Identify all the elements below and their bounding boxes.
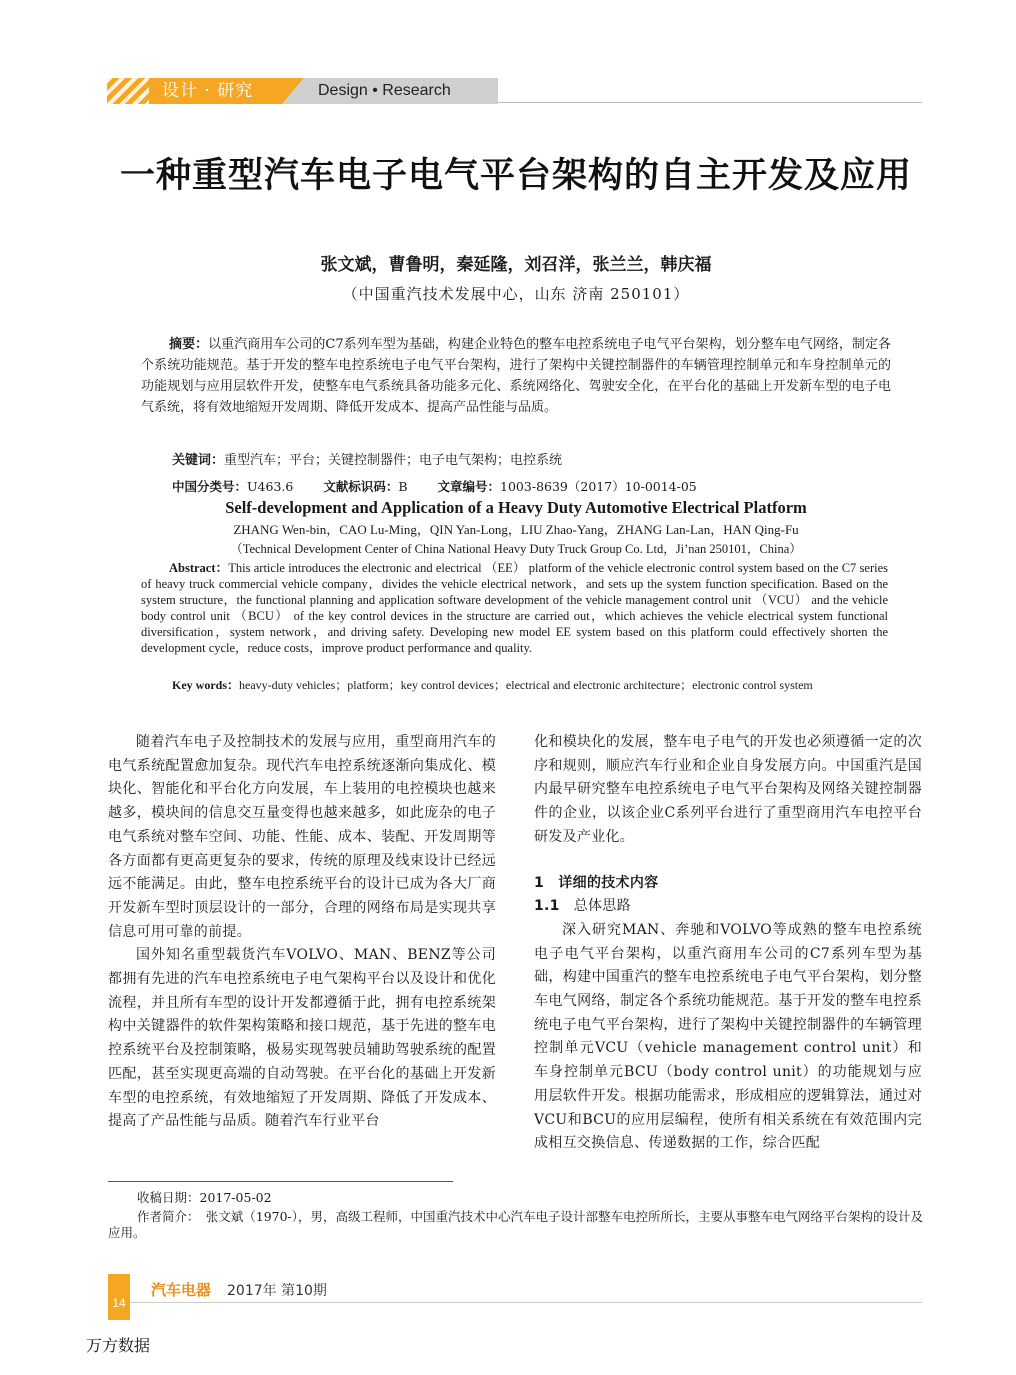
keywords-cn-label: 关键词： bbox=[172, 453, 225, 468]
abstract-cn bbox=[141, 334, 891, 418]
watermark-text: 万方数据 bbox=[86, 1336, 151, 1355]
keywords-en bbox=[172, 676, 813, 693]
section-heading: 1 详细的技术内容 bbox=[534, 874, 659, 891]
article-no: 1003-8639（2017）10-0014-05 bbox=[500, 479, 697, 494]
keywords-en-text: heavy-duty vehicles；platform；key control devices；electrical and electronic architecture；electronic control system bbox=[239, 678, 813, 692]
author-intro: 作者简介： 张文斌（1970-），男，高级工程师，中国重汽技术中心汽车电子设计部整车电控所所长，主要从事整车电气网络平台架构的设计及应用。 bbox=[108, 1209, 924, 1240]
keywords-cn bbox=[172, 449, 562, 468]
body-paragraph: 国外知名重型载货汽车VOLVO、MAN、BENZ等公司都拥有先进的汽车电控系统电子电气架构平台以及设计和优化流程，并且所有车型的设计开发都遵循于此，拥有电控系统架构中关键器件的软件架构策略和接口规范，基于先进的整车电控系统平台及控制策略，极易实现驾驶员辅助驾驶系统的配置匹配，甚至实现更高端的自动驾驶。在平台化的基础上开发新车型的电控系统，有效地缩短了开发周期、降低了开发成本、提高了产品性能与品质。随着汽车行业平台 bbox=[108, 947, 496, 1130]
section-label-en: Design • Research bbox=[318, 82, 451, 99]
abstract-en-text: This article introduces the electronic and electrical （EE） platform of the vehicle electronic control system based on the C7 series of heavy truck commercial vehicle company，divides the vehicle electrical network，and sets up the system function specification. Based on the system structure，the functional planning and application software development of the vehicle management control unit （VCU） and the vehicle body control unit （BCU） of the key control devices in the structure are carried out，which achieves the vehicle electrical system functional diversification，system network，and driving safety. Developing new model EE system based on this platform could effectively shorten the development cycle，reduce costs，improve product performance and quality. bbox=[141, 561, 888, 655]
page-number: 14 bbox=[112, 1296, 126, 1310]
english-authors: ZHANG Wen-bin，CAO Lu-Ming，QIN Yan-Long，LIU Zhao-Yang，ZHANG Lan-Lan，HAN Qing-Fu bbox=[233, 522, 799, 537]
section-label-cn: 设计 · 研究 bbox=[162, 81, 254, 101]
clc-code: U463.6 bbox=[247, 479, 294, 494]
affiliation: （中国重汽技术发展中心，山东 济南 250101） bbox=[342, 285, 690, 303]
abstract-cn-text: 以重汽商用车公司的C7系列车型为基础，构建企业特色的整车电控系统电子电气平台架构，划分整车电气网络，制定各个系统功能规范。基于开发的整车电控系统电子电气平台架构，进行了架构中关键控制器件的车辆管理控制单元和车身控制单元的功能规划与应用层软件开发，使整车电气系统具备功能多元化、系统网络化、驾驶安全化，在平台化的基础上开发新车型的电子电气系统，将有效地缩短开发周期、降低开发成本、提高产品性能与品质。 bbox=[141, 337, 891, 415]
body-paragraph: 随着汽车电子及控制技术的发展与应用，重型商用汽车的电气系统配置愈加复杂。现代汽车电控系统逐渐向集成化、模块化、智能化和平台化方向发展，车上装用的电控模块也越来越多，模块间的信息交互量变得也越来越多，如此庞杂的电子电气系统对整车空间、功能、性能、成本、装配、开发周期等各方面都有更高更复杂的要求，传统的原理及线束设计已经远远不能满足。由此，整车电控系统平台的设计已成为各大厂商开发新车型时顶层设计的一部分，合理的网络布局是实现共享信息可用可靠的前提。 bbox=[108, 734, 496, 940]
english-affiliation: （Technical Development Center of China National Heavy Duty Truck Group Co. Ltd，Ji’nan 250101，China） bbox=[230, 542, 802, 556]
authors: 张文斌，曹鲁明，秦延隆，刘召洋，张兰兰，韩庆福 bbox=[320, 255, 712, 275]
header-rule bbox=[498, 102, 922, 103]
keywords-en-label: Key words： bbox=[172, 678, 239, 692]
journal-issue: 2017年 第10期 bbox=[227, 1283, 327, 1299]
article-no-label: 文章编号： bbox=[437, 479, 501, 494]
footnote-rule bbox=[108, 1181, 453, 1182]
subsection-number: 1.1 bbox=[534, 898, 560, 915]
body-paragraph: 化和模块化的发展，整车电子电气的开发也必须遵循一定的次序和规则，顺应汽车行业和企业自身发展方向。中国重汽是国内最早研究整车电控系统电子电气平台架构及网络关键控制器件的企业，以该企业C系列平台进行了重型商用汽车电控平台研发及产业化。 bbox=[534, 734, 922, 845]
clc-label: 中国分类号： bbox=[172, 479, 248, 494]
footer-rule bbox=[130, 1302, 922, 1303]
body-paragraph: 深入研究MAN、奔驰和VOLVO等成熟的整车电控系统电子电气平台架构，以重汽商用车公司的C7系列车型为基础，构建中国重汽的整车电控系统电子电气平台架构，划分整车电气网络，制定各个系统功能规范。基于开发的整车电控系统电子电气平台架构，进行了架构中关键控制器件的车辆管理控制单元VCU（vehicle management control unit）和车身控制单元BCU（body control unit）的功能规划与应用层软件开发。根据功能需求，形成相应的逻辑算法，通过对VCU和BCU的应用层编程，使所有相关系统在有效范围内完成相互交换信息、传递数据的工作，综合匹配 bbox=[534, 921, 922, 1152]
keywords-cn-text: 重型汽车；平台；关键控制器件；电子电气架构；电控系统 bbox=[224, 453, 563, 468]
section-tab-stripes bbox=[107, 78, 149, 104]
received-date: 收稿日期：2017-05-02 bbox=[137, 1190, 272, 1205]
abstract-en-label: Abstract： bbox=[169, 561, 229, 575]
abstract-en bbox=[141, 560, 888, 656]
abstract-cn-label: 摘要： bbox=[169, 337, 209, 352]
classification-line bbox=[172, 477, 697, 495]
journal-logo: 汽车电器 bbox=[151, 1281, 212, 1299]
doc-code: B bbox=[398, 479, 408, 494]
body-left-column bbox=[108, 731, 496, 1134]
subsection-title: 总体思路 bbox=[573, 898, 631, 915]
subsection-heading bbox=[534, 895, 922, 919]
english-title: Self-development and Application of a Heavy Duty Automotive Electrical Platform bbox=[225, 498, 807, 517]
body-right-column bbox=[534, 731, 922, 1156]
paper-title: 一种重型汽车电子电气平台架构的自主开发及应用 bbox=[119, 156, 912, 196]
doc-code-label: 文献标识码： bbox=[323, 479, 399, 494]
